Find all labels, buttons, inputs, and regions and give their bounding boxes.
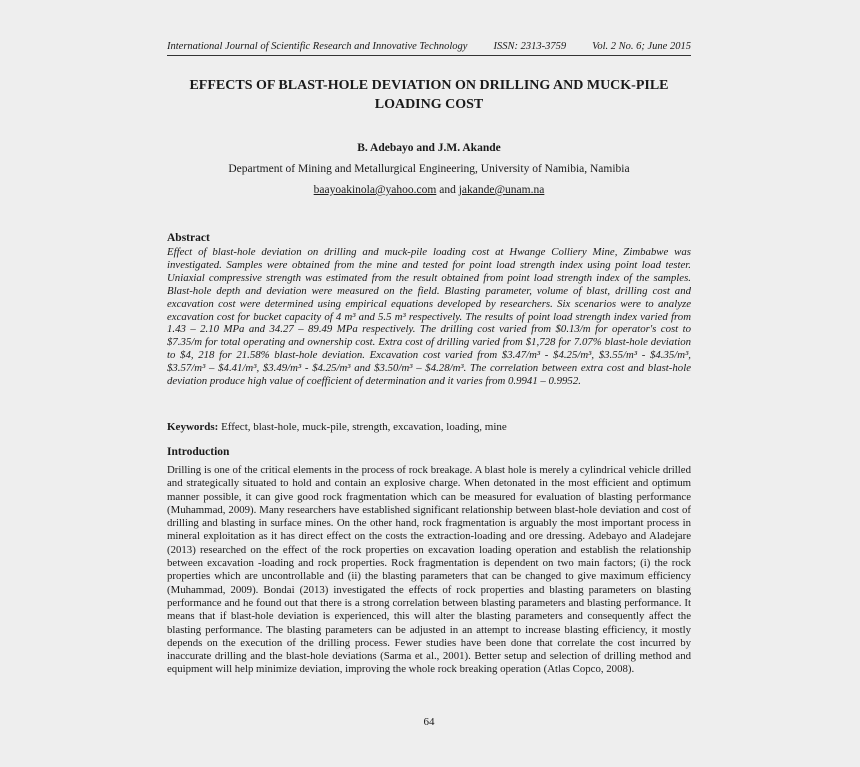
keywords-text: Effect, blast-hole, muck-pile, strength, excavation, loading, mine — [218, 421, 507, 433]
introduction-heading: Introduction — [167, 446, 230, 458]
abstract-text: Effect of blast-hole deviation on drilling and muck-pile loading cost at Hwange Colliery Mine, Zimbabwe was investigated. Samples were obtained from the mine and tested for point load strength index using point load tester. Uniaxial compressive strength was estimated from the result obtained from point load strength index of the samples. Blast-hole depth and deviation were measured on the field. Blasting parameter, volume of blast, drilling cost and excavation cost were determined using empirical equations developed by researchers. Six scenarios were to analyze excavation cost for bucket capacity of 4 m³ and 5.5 m³ respectively. The results of point load strength index varied from 1.43 – 2.10 MPa and 34.27 – 89.49 MPa respectively. The drilling cost varied from $0.13/m for operator's cost to $7.35/m for total operating and ownership cost. Extra cost of drilling varied from $1,728 for 7.07% blast-hole deviation to $4, 218 for 21.58% blast-hole deviation. Excavation cost varied from $3.47/m³ - $4.25/m³, $3.55/m³ - $4.35/m³, $3.57/m³ – $4.41/m³, $3.49/m³ - $4.25/m³ and $3.50/m³ – $4.28/m³. The correlation between extra cost and blast-hole deviation produce high value of coefficient of determination and it varies from 0.9941 – 0.9952. — [167, 246, 691, 388]
volume-issue: Vol. 2 No. 6; June 2015 — [592, 41, 691, 52]
introduction-text: Drilling is one of the critical elements in the process of rock breakage. A blast hole is merely a cylindrical vehicle drilled and strategically situated to hold and contain an explosive charge. When detonated in the most efficient and optimum manner possible, it can give good rock fragmentation which can be measured for evaluation of blasting performance (Muhammad, 2009). Many researchers have established significant relationship between blast-hole deviation and cost of drilling and blasting in surface mines. On the other hand, rock fragmentation is arguably the most important process in mineral exploitation as it has direct effect on the costs the extraction-loading and ore dressing. Adebayo and Aladejare (2013) researched on the effect of the rock properties on excavation loading operation and establish the relationship between excavation -loading and rock properties. Rock fragmentation is dependent on two main factors; (i) the rock properties which are uncontrollable and (ii) the blasting parameters that can be changed to give maximum efficiency (Muhammad, 2009). Bondai (2013) investigated the effects of rock properties and blasting parameters on blasting performance and he found out that there is a strong correlation between blasting parameters and blasting performance. It means that if blast-hole deviation is experienced, this will alter the blasting parameters and consequently affect the blasting performance. The blasting parameters can be adjusted in an attempt to increase blasting efficiency, it mostly depends on the execution of the drilling process. Fewer studies have been done that correlate the cost incurred by inaccurate drilling and the blast-hole deviations (Sarma et al., 2001). Better setup and selection of drilling method and equipment will help minimize deviation, improving the whole rock breaking operation (Atlas Copco, 2008). — [167, 464, 691, 676]
issn: ISSN: 2313-3759 — [493, 41, 567, 52]
email-link-1[interactable]: baayoakinola@yahoo.com — [313, 184, 437, 196]
affiliation: Department of Mining and Metallurgical Engineering, University of Namibia, Namibia — [228, 163, 630, 175]
title-line-1: EFFECTS OF BLAST-HOLE DEVIATION ON DRILLING AND MUCK-PILE — [189, 78, 669, 93]
author-emails — [167, 184, 691, 196]
keywords-label: Keywords: — [167, 421, 219, 433]
title-line-2: LOADING COST — [374, 97, 484, 112]
authors: B. Adebayo and J.M. Akande — [357, 142, 501, 154]
keywords — [167, 421, 691, 433]
running-header — [167, 41, 691, 56]
paper-title — [167, 76, 691, 114]
email-connector: and — [436, 184, 459, 196]
journal-name: International Journal of Scientific Research and Innovative Technology — [167, 41, 468, 52]
page-number: 64 — [423, 716, 435, 728]
email-link-2[interactable]: jakande@unam.na — [458, 184, 545, 196]
abstract-heading: Abstract — [167, 232, 210, 244]
